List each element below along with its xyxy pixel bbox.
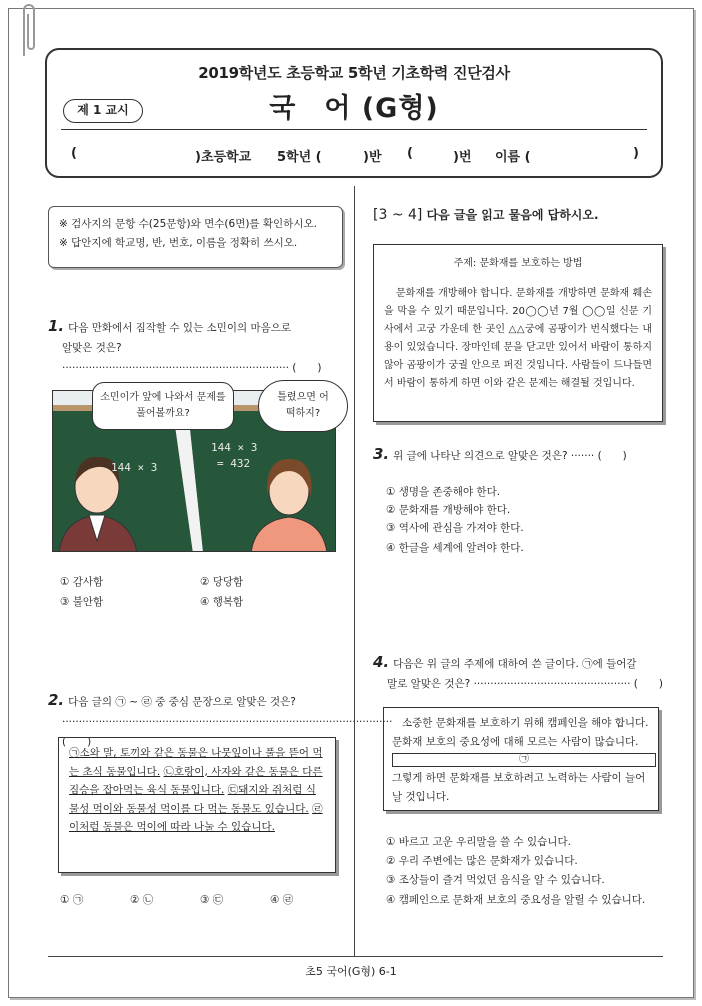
q4-box-line-2: 그렇게 하면 문화재를 보호하려고 노력하는 사람이 늘어날 것입니다.: [392, 772, 646, 803]
q1-text-1: 다음 만화에서 짐작할 수 있는 소민이의 마음으로: [68, 322, 292, 334]
q2-choice-1[interactable]: ① ㉠: [60, 894, 84, 906]
q3-choice-3[interactable]: ③ 역사에 관심을 가져야 한다.: [386, 522, 524, 534]
subject-title: 국 어 (G형): [269, 93, 439, 124]
q2-choice-3[interactable]: ③ ㉢: [200, 894, 224, 906]
info-class: )반: [363, 150, 382, 165]
board-equation-1: 144 × 3: [111, 461, 158, 474]
passage-title: 주제: 문화재를 보호하는 방법: [453, 258, 583, 269]
passage-body: 문화재를 개방해야 합니다. 문화재를 개방하면 문화재 훼손을 막을 수 있기 때문입니다. 20◯◯년 7월 ◯◯일 신문 기사에서 고궁 가운데 한 곳인 △△궁에 곰팡이가 번식했다는 내용이 있었습니다. 장마인데 문을 닫고만 있어서 바람이 통하지 않아 곰팡이가 궁궐 안으로 퍼진 것입니다. 사람들이 드나들면서 바람이 통하게 하면 이와 같은 문제는 해결될 것입니다.: [384, 288, 652, 389]
q2-sentence-d: ㉣이처럼 동물은 먹이에 따라 나눌 수 있습니다.: [69, 802, 323, 833]
q1-choice-3[interactable]: ③ 불안함: [60, 596, 104, 608]
exam-title: 2019학년도 초등학교 5학년 기초학력 진단검사: [198, 64, 510, 82]
header-divider: [61, 129, 647, 130]
info-num: )번: [453, 150, 472, 165]
board-equation-2: 144 × 3: [211, 441, 258, 454]
page-footer: 초5 국어(G형) 6-1: [305, 965, 397, 978]
section-passage: [373, 244, 663, 422]
exam-header: [45, 48, 663, 178]
q2-number: 2.: [48, 691, 65, 709]
info-school: )초등학교: [195, 150, 252, 165]
q2-sentence-b: ㉡호랑이, 사자와 같은 동물은 다른 짐승을 잡아먹는 육식 동물입니다.: [69, 765, 323, 796]
q2-text-1: 다음 글의 ㉠ ~ ㉣ 중 중심 문장으로 알맞은 것은?: [68, 696, 296, 708]
q2-choice-2[interactable]: ② ㉡: [130, 894, 154, 906]
section-instruction: 다음 글을 읽고 물음에 답하시오.: [426, 208, 599, 222]
q2-sentence-c: ㉢돼지와 쥐처럼 식물성 먹이와 동물성 먹이를 다 먹는 동물도 있습니다.: [69, 784, 316, 815]
q4-choice-4[interactable]: ④ 캠페인으로 문화재 보호의 중요성을 알릴 수 있습니다.: [386, 894, 646, 906]
q4-text-1: 다음은 위 글의 주제에 대하여 쓴 글이다. ㉠에 들어갈: [393, 658, 637, 670]
section-3-4-title: [373, 206, 599, 223]
q1-choice-2[interactable]: ② 당당함: [200, 576, 244, 588]
footer-divider: [48, 956, 663, 957]
q4-number: 4.: [373, 653, 390, 671]
q3-choice-2[interactable]: ② 문화재를 개방해야 한다.: [386, 504, 511, 516]
q4-choice-2[interactable]: ② 우리 주변에는 많은 문화재가 있습니다.: [386, 855, 578, 867]
section-range: [3 ~ 4]: [373, 207, 423, 223]
q1-choice-1[interactable]: ① 감사함: [60, 576, 104, 588]
q3-choice-4[interactable]: ④ 한글을 세계에 알려야 한다.: [386, 542, 524, 554]
paper-clip-icon: [18, 0, 40, 58]
q4-choice-1[interactable]: ① 바르고 고운 우리말을 쓸 수 있습니다.: [386, 836, 571, 848]
q1-number: 1.: [48, 317, 65, 335]
q2-passage: [58, 737, 336, 873]
q2-text-2: ··································································································· ( ): [62, 716, 393, 748]
question-3: [373, 444, 663, 466]
info-close: ): [633, 146, 639, 161]
girl-thought-bubble: 틀렸으면 어떡하지?: [258, 380, 348, 432]
q1-choice-4[interactable]: ④ 행복함: [200, 596, 244, 608]
notice-line-2: ※ 답안지에 학교명, 반, 번호, 이름을 정확히 쓰시오.: [59, 237, 298, 249]
q3-text: 위 글에 나타난 의견으로 알맞은 것은? ······· ( ): [393, 450, 627, 462]
column-divider: [354, 186, 355, 956]
board-equation-2-result: = 432: [217, 457, 251, 470]
period-badge: 제 1 교시: [63, 99, 143, 123]
info-grade: 5학년 (: [277, 150, 322, 165]
question-1: [48, 316, 344, 378]
q4-box-line-1: 소중한 문화재를 보호하기 위해 캠페인을 해야 합니다. 문화재 보호의 중요성에 대해 모르는 사람이 많습니다.: [392, 717, 649, 748]
q4-passage: [383, 707, 659, 811]
exam-notice: [48, 206, 343, 268]
q1-text-2: 알맞은 것은? ···································································· ( ): [62, 342, 322, 374]
info-open: (: [71, 146, 77, 161]
q2-sentence-a: ㉠소와 말, 토끼와 같은 동물은 나뭇잎이나 풀을 뜯어 먹는 초식 동물입니다.: [69, 747, 323, 778]
q4-blank: ㉠: [392, 753, 656, 767]
question-4: [373, 652, 663, 694]
q2-choice-4[interactable]: ④ ㉣: [270, 894, 294, 906]
info-num-open: (: [407, 146, 413, 161]
q4-choice-3[interactable]: ③ 조상들이 즐겨 먹었던 음식을 알 수 있습니다.: [386, 874, 605, 886]
info-name: 이름 (: [495, 150, 531, 165]
q3-number: 3.: [373, 445, 390, 463]
q4-text-2: 말로 알맞은 것은? ··············································· ( ): [387, 678, 663, 690]
q3-choice-1[interactable]: ① 생명을 존중해야 한다.: [386, 486, 501, 498]
teacher-speech-bubble: 소민이가 앞에 나와서 문제를 풀어볼까요?: [92, 382, 234, 430]
notice-line-1: ※ 검사지의 문항 수(25문항)와 면수(6면)를 확인하시오.: [59, 218, 317, 230]
